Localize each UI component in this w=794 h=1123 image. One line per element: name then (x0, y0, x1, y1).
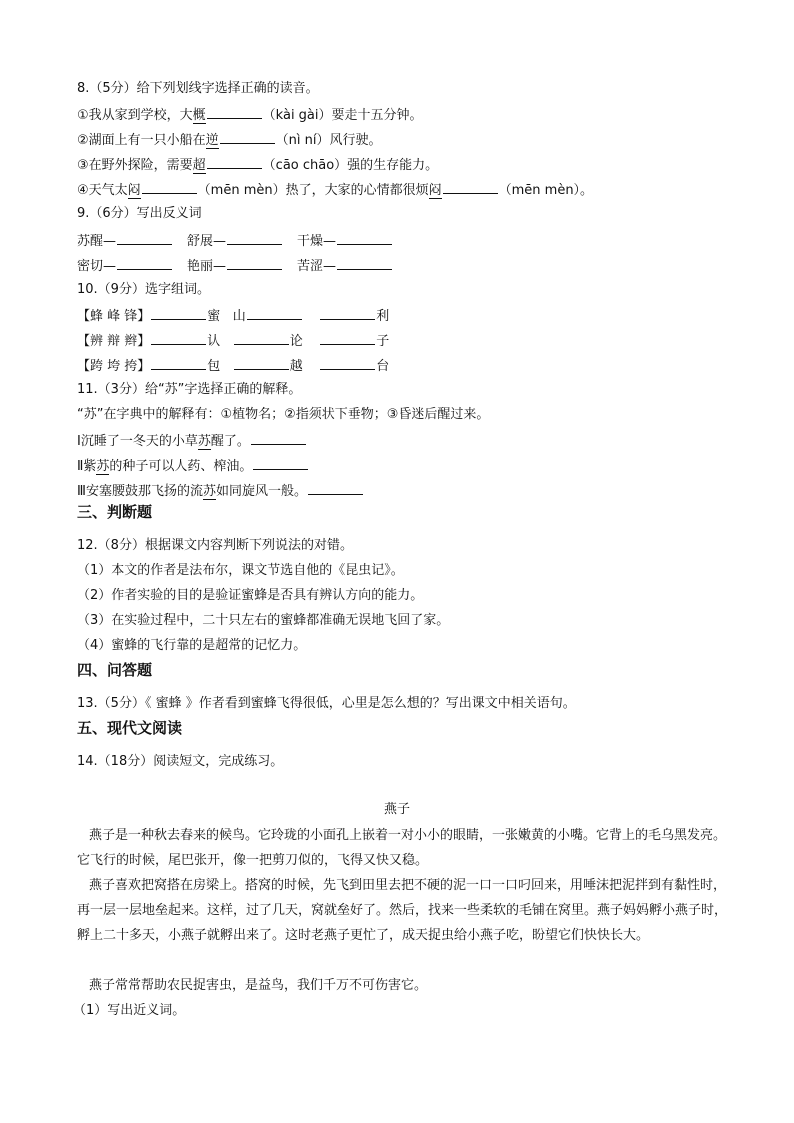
word-part: 蜜 (207, 309, 221, 324)
passage-paragraph-3: 燕子常常帮助农民捉害虫，是益鸟，我们千万不可伤害它。 (89, 978, 428, 993)
sentence-text: 如同旋风一般。 (215, 484, 307, 499)
answer-blank[interactable] (207, 105, 262, 119)
section-heading-qa: 四、问答题 (77, 661, 153, 679)
q8-item-3 (77, 155, 438, 175)
char-group: 【辨 辩 辫】 (77, 334, 151, 349)
word-part: 认 (207, 334, 221, 349)
q10-row-2 (77, 331, 389, 351)
answer-blank[interactable] (117, 256, 172, 270)
answer-blank[interactable] (337, 231, 392, 245)
q8-heading: 8.（5分）给下列划线字选择正确的读音。 (77, 81, 319, 96)
q8-item-1-options: （kài gài）要走十五分钟。 (262, 108, 423, 123)
q14-heading: 14.（18分）阅读短文，完成练习。 (77, 754, 284, 769)
answer-blank[interactable] (337, 256, 392, 270)
underlined-char: 逆 (205, 133, 219, 148)
q8-item-3-options: （cāo chāo）强的生存能力。 (262, 158, 439, 173)
q12-statement-4: （4）蜜蜂的飞行靠的是超常的记忆力。 (77, 638, 307, 653)
sentence-text: Ⅰ沉睡了一冬天的小草 (77, 434, 198, 449)
answer-blank[interactable] (247, 306, 302, 320)
answer-blank[interactable] (234, 331, 289, 345)
word-part: 利 (376, 309, 390, 324)
underlined-char: 苏 (197, 434, 211, 449)
word-part: 山 (232, 309, 246, 324)
q12-heading: 12.（8分）根据课文内容判断下列说法的对错。 (77, 538, 353, 553)
antonym-word: 舒展— (187, 234, 227, 249)
sentence-text: Ⅱ紫 (77, 459, 97, 474)
answer-blank[interactable] (308, 481, 363, 495)
antonym-word: 干燥— (297, 234, 337, 249)
q10-heading: 10.（9分）选字组词。 (77, 282, 210, 297)
answer-blank[interactable] (207, 155, 262, 169)
q12-statement-2: （2）作者实验的目的是验证蜜蜂是否具有辨认方向的能力。 (77, 588, 424, 603)
answer-blank[interactable] (227, 256, 282, 270)
answer-blank[interactable] (142, 180, 197, 194)
q8-item-2-options: （nì ní）风行驶。 (275, 133, 382, 148)
answer-blank[interactable] (151, 331, 206, 345)
answer-blank[interactable] (117, 231, 172, 245)
word-part: 包 (207, 359, 221, 374)
q11-sentence-3 (77, 481, 364, 501)
q13-question: 13.（5分）《 蜜蜂 》作者看到蜜蜂飞得很低，心里是怎么想的？写出课文中相关语句。 (77, 696, 576, 711)
answer-blank[interactable] (320, 331, 375, 345)
answer-blank[interactable] (220, 130, 275, 144)
answer-blank[interactable] (251, 431, 306, 445)
q10-row-3 (77, 356, 389, 376)
sentence-text: 醒了。 (210, 434, 250, 449)
char-group: 【跨 垮 挎】 (77, 359, 151, 374)
antonym-word: 苦涩— (297, 259, 337, 274)
q11-sentence-2 (77, 456, 309, 476)
underlined-char: 苏 (202, 484, 216, 499)
q11-sentence-1 (77, 431, 307, 451)
word-part: 越 (289, 359, 303, 374)
q8-item-1 (77, 105, 423, 125)
sentence-text: 的种子可以人药、榨油。 (109, 459, 253, 474)
answer-blank[interactable] (151, 306, 206, 320)
q8-item-2-text: ②湖面上有一只小船在 (77, 133, 206, 148)
q14-subquestion-1: （1）写出近义词。 (73, 1003, 186, 1018)
answer-blank[interactable] (151, 356, 206, 370)
antonym-word: 密切— (77, 259, 117, 274)
q8-item-1-text: ①我从家到学校，大 (77, 108, 193, 123)
q8-item-3-text: ③在野外探险，需要 (77, 158, 193, 173)
underlined-char: 苏 (96, 459, 110, 474)
char-group: 【蜂 峰 锋】 (77, 309, 151, 324)
sentence-text: Ⅲ安塞腰鼓那飞扬的流 (77, 484, 203, 499)
q10-row-1 (77, 306, 389, 326)
q8-item-2 (77, 130, 382, 150)
antonym-word: 艳丽— (187, 259, 227, 274)
q9-heading: 9.（6分）写出反义词 (77, 206, 202, 221)
answer-blank[interactable] (227, 231, 282, 245)
passage-title: 燕子 (383, 802, 410, 817)
antonym-word: 苏醒— (77, 234, 117, 249)
q8-item-4-options: （mēn mèn）热了，大家的心情都很烦 (197, 183, 429, 198)
q12-statement-3: （3）在实验过程中，二十只左右的蜜蜂都准确无误地飞回了家。 (77, 613, 450, 628)
q8-item-4-options-2: （mēn mèn）。 (498, 183, 594, 198)
q11-definition: “苏”在字典中的解释有：①植物名；②指须状下垂物；③昏迷后醒过来。 (77, 407, 490, 422)
answer-blank[interactable] (253, 456, 308, 470)
answer-blank[interactable] (443, 180, 498, 194)
section-heading-judgement: 三、判断题 (77, 503, 153, 521)
section-heading-reading: 五、现代文阅读 (77, 719, 183, 737)
word-part: 台 (376, 359, 390, 374)
word-part: 论 (289, 334, 303, 349)
answer-blank[interactable] (320, 356, 375, 370)
q8-item-4-text: ④天气太 (77, 183, 128, 198)
q8-item-4 (77, 180, 593, 200)
underlined-char: 概 (192, 108, 206, 123)
answer-blank[interactable] (234, 356, 289, 370)
q11-heading: 11.（3分）给“苏”字选择正确的解释。 (77, 382, 302, 397)
answer-blank[interactable] (320, 306, 375, 320)
passage-paragraph-2: 燕子喜欢把窝搭在房梁上。搭窝的时候，先飞到田里去把不硬的泥一口一口叼回来，用唾沫把泥拌到有黏性时，再一层一层地垒起来。这样，过了几天，窝就垒好了。然后，找来一些柔软的毛铺在窝里。燕子妈妈孵小燕子时，孵上二十多天，小燕子就孵出来了。这时老燕子更忙了，成天捉虫给小燕子吃，盼望它们快快长大。 (77, 878, 728, 943)
underlined-char: 超 (192, 158, 206, 173)
word-part: 子 (376, 334, 390, 349)
q12-statement-1: （1）本文的作者是法布尔，课文节选自他的《昆虫记》。 (77, 563, 404, 578)
passage-paragraph-1: 燕子是一种秋去春来的候鸟。它玲珑的小面孔上嵌着一对小小的眼睛，一张嫩黄的小嘴。它背上的毛乌黑发亮。它飞行的时候，尾巴张开，像一把剪刀似的，飞得又快又稳。 (77, 828, 727, 868)
underlined-char: 闷 (127, 183, 141, 198)
underlined-char: 闷 (428, 183, 442, 198)
